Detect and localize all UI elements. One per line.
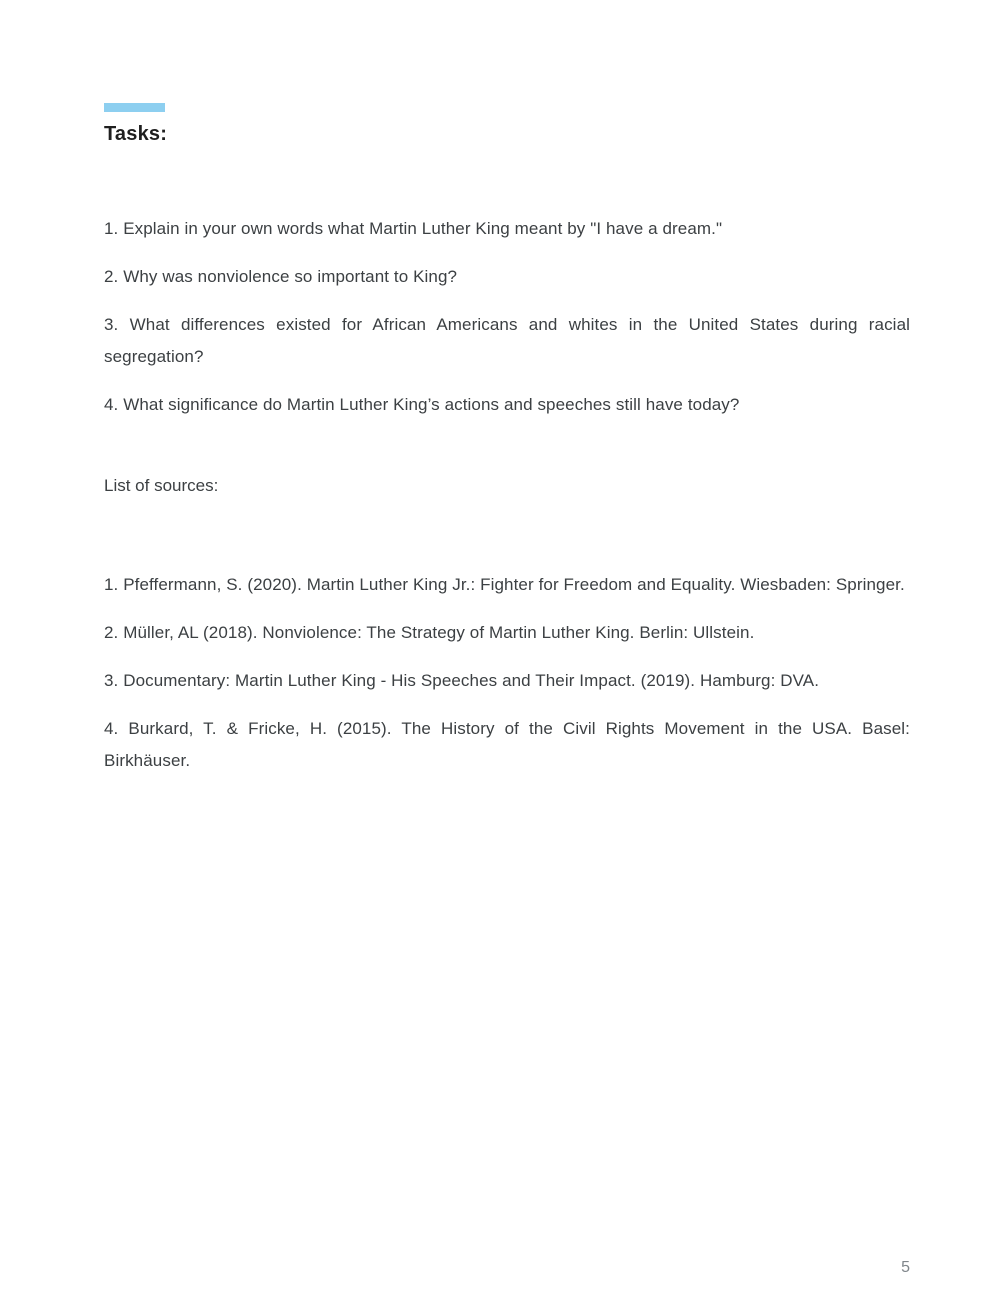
task-item-4: 4. What significance do Martin Luther King’s actions and speeches still have today? [104, 395, 740, 414]
task-item-1: 1. Explain in your own words what Martin Luther King meant by "I have a dream." [104, 219, 723, 238]
sources-heading: List of sources: [104, 476, 219, 495]
sources-list [104, 569, 910, 777]
task-item-3: 3. What differences existed for African Americans and whites in the United States during racial segregation? [104, 315, 910, 366]
page-content [104, 103, 910, 793]
task-item-2: 2. Why was nonviolence so important to King? [104, 267, 458, 286]
tasks-list [104, 213, 910, 421]
source-item-3: 3. Documentary: Martin Luther King - His Speeches and Their Impact. (2019). Hamburg: DVA. [104, 671, 820, 690]
heading-accent-bar [104, 103, 165, 112]
page-number: 5 [901, 1259, 910, 1276]
source-item-2: 2. Müller, AL (2018). Nonviolence: The Strategy of Martin Luther King. Berlin: Ullstein. [104, 623, 755, 642]
source-item-1: 1. Pfeffermann, S. (2020). Martin Luther King Jr.: Fighter for Freedom and Equality. Wiesbaden: Springer. [104, 575, 905, 594]
tasks-heading: Tasks: [104, 123, 168, 145]
source-item-4: 4. Burkard, T. & Fricke, H. (2015). The History of the Civil Rights Movement in the USA. Basel: Birkhäuser. [104, 719, 910, 770]
